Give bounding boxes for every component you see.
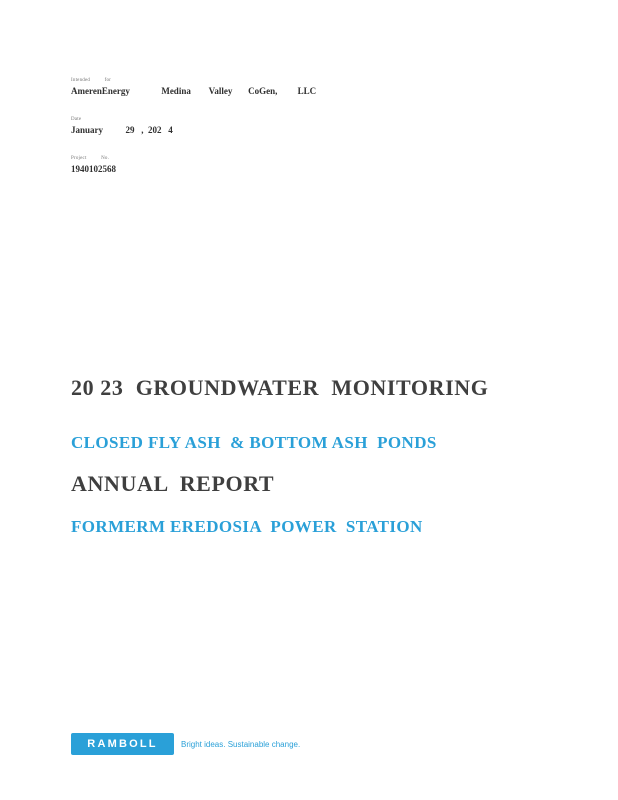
- footer-branding: [71, 733, 300, 755]
- report-subtitle-line-1: CLOSED FLY ASH & BOTTOM ASH PONDS: [71, 433, 437, 452]
- ramboll-logo: [71, 733, 174, 755]
- date-label: Date: [71, 117, 82, 122]
- intended-for-value: AmerenEnergy Medina Valley CoGen, LLC: [71, 86, 317, 96]
- project-number-value: 1940102568: [71, 164, 116, 174]
- ramboll-logo-text: RAMBOLL: [87, 738, 158, 750]
- project-number-label: Project No.: [71, 156, 110, 161]
- date-value: January 29 , 202 4: [71, 125, 173, 135]
- intended-for-label: Intended for: [71, 78, 112, 83]
- report-title-line-1: 20 23 GROUNDWATER MONITORING: [71, 375, 489, 400]
- report-subtitle-line-2: FORMERM EREDOSIA POWER STATION: [71, 517, 423, 536]
- report-title-line-2: ANNUAL REPORT: [71, 471, 275, 496]
- project-number-block: [71, 156, 116, 175]
- report-subtitle: [71, 373, 437, 569]
- intended-for-block: [71, 78, 316, 97]
- date-block: [71, 117, 173, 136]
- tagline: Bright ideas. Sustainable change.: [181, 739, 301, 749]
